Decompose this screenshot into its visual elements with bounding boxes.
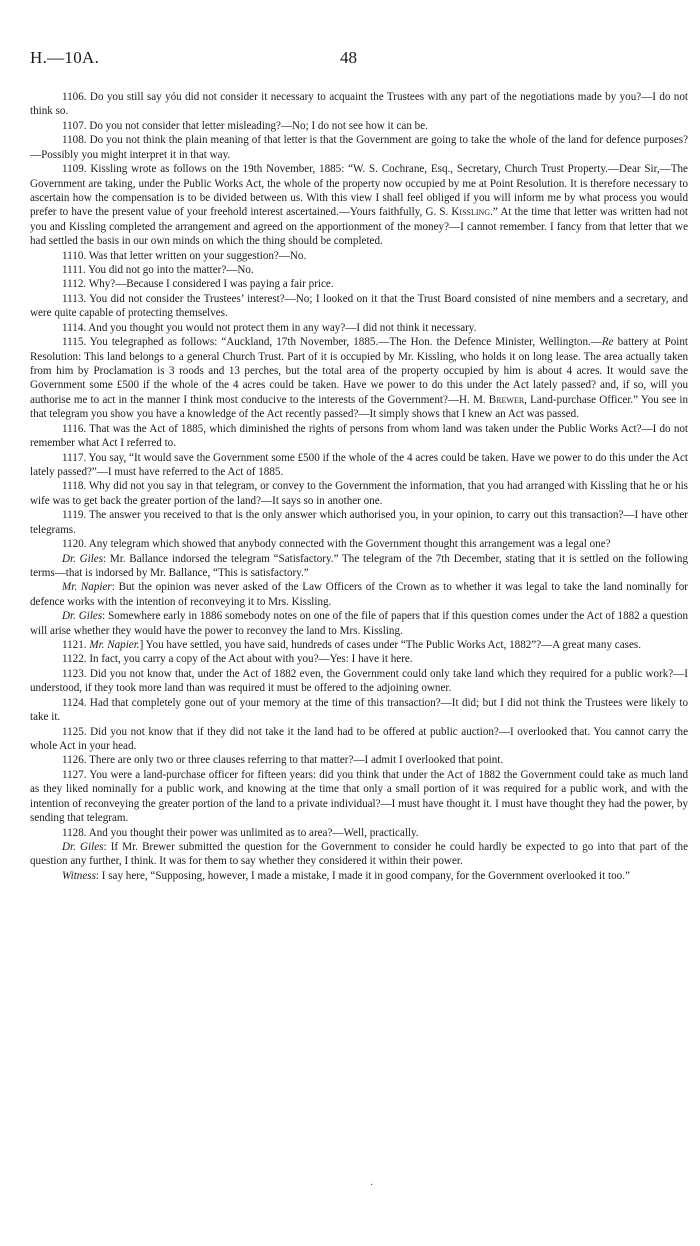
- text-segment: Kissling: [451, 206, 491, 219]
- text-segment: , Land-purchase Officer.” You see in that telegram you show you have a knowledge of the Act recently passed?—It simply shows that I knew an Act was passed.: [30, 393, 688, 421]
- page-number: 48: [340, 48, 357, 67]
- text-segment: 1109. Kissling wrote as follows on the 19th November, 1885: “W. S. Cochrane, Esq., Secretary, Church Trust Property.—Dear Sir,—The Government are taking, under the Public Works Act, the whole of the property now occupied by me at Point Resolution. It is therefore necessary to ascertain how the compensation is to be divided between us. With this view I shall feel obliged if you will inform me by what process you would prefer to have the present value of your freehold interest ascertained.—Yours faithfully, G. S.: [30, 163, 688, 219]
- paragraph-1109: [30, 162, 688, 249]
- document-reference: H.—10A.: [30, 48, 100, 67]
- text-segment: : Mr. Ballance indorsed the telegram “Satisfactory.” The telegram of the 7th December, stating that it is settled on the following terms—that is indorsed by Mr. Ballance, “This is satisfactory.”: [30, 552, 688, 579]
- text-segment: 1118. Why did not you say in that telegram, or convey to the Government the information, that you had arranged with Kissling that he or his wife was to get back the greater portion of the land?—It says so in another one.: [30, 480, 688, 507]
- paragraph-giles3: [30, 840, 688, 869]
- paragraph-1126: [30, 753, 688, 767]
- paragraph-1117: [30, 451, 688, 480]
- text-segment: 1114. And you thought you would not protect them in any way?—I did not think it necessary.: [62, 321, 477, 334]
- text-segment: 1110. Was that letter written on your suggestion?—No.: [62, 249, 307, 262]
- paragraph-1125: [30, 725, 688, 754]
- text-segment: 1116. That was the Act of 1885, which diminished the rights of persons from whom land was taken under the Public Works Act?—I do not remember what Act I referred to.: [30, 422, 688, 450]
- text-segment: 1112. Why?—Because I considered I was paying a fair price.: [62, 278, 334, 291]
- text-segment: Witness: [62, 869, 96, 882]
- stray-mark: ·: [370, 1180, 374, 1191]
- paragraph-1113: [30, 292, 688, 321]
- paragraph-1112: [30, 277, 688, 291]
- page-header: [30, 48, 688, 74]
- text-segment: 1117. You say, “It would save the Government some £500 if the whole of the 4 acres could be taken. Have we power to do this under the Act lately passed?”—I must have referred to the Act of 1885.: [30, 451, 688, 478]
- text-segment: Dr. Giles: [62, 552, 104, 565]
- paragraph-1122: [30, 652, 688, 666]
- text-segment: 1113. You did not consider the Trustees’ interest?—No; I looked on it that the Trust Board consisted of nine members and a secretary, and were quite capable of protecting themselves.: [30, 292, 688, 320]
- paragraph-1128: [30, 826, 688, 840]
- text-segment: 1120. Any telegram which showed that anybody connected with the Government thought this arrangement was a legal one?: [62, 538, 611, 551]
- text-segment: battery at Point Resolution: This land belongs to a general Church Trust. Part of it is occupied by Mr. Kissling, who holds it on long lease. The area actually taken from him by Proclamation is 3 roods and 13 perches, but the total area of the property occupied by him is about 4 acres. It would save the Government some £500 if the whole of the 4 acres could be taken. Have we power to do this under the Act lately passed? and, if so, will you authorise me to act in the manner I think most conducive to the interests of the Government?—H. M.: [30, 336, 688, 406]
- paragraph-1110: [30, 249, 688, 263]
- paragraph-1124: [30, 696, 688, 725]
- paragraph-1107: [30, 119, 688, 133]
- paragraph-1115: [30, 335, 688, 422]
- paragraph-1106: [30, 90, 688, 119]
- text-segment: 1125. Did you not know that if they did not take it the land had to be offered at public auction?—I overlooked that. You cannot carry the whole Act in your head.: [30, 725, 688, 752]
- text-segment: : I say here, “Supposing, however, I made a mistake, I made it in good company, for the Government overlooked it too.”: [95, 869, 630, 882]
- paragraph-1120: [30, 537, 688, 551]
- paragraph-1127: [30, 768, 688, 826]
- paragraph-1108: [30, 133, 688, 162]
- text-segment: 1119. The answer you received to that is the only answer which authorised you, in your opinion, to carry out this transaction?—I have other telegrams.: [30, 509, 688, 536]
- text-segment: 1124. Had that completely gone out of your memory at the time of this transaction?—It did; but I did not think the Trustees were likely to take it.: [30, 696, 688, 724]
- text-segment: Dr. Giles: [62, 610, 103, 623]
- paragraph-giles2: [30, 609, 688, 638]
- text-segment: 1128. And you thought their power was unlimited as to area?—Well, practically.: [62, 826, 419, 839]
- text-segment: Mr. Napier: [62, 581, 112, 594]
- text-segment: 1127. You were a land-purchase officer for fifteen years: did you think that under the Act of 1882 the Government could take as much land as they liked nominally for a public work, and knowing at the time that only a small portion of it was required for a public work, and with the intention of reconveying the greater portion of the land to a private individual?—I must have thought it. I must have thought they had the power, by sending that telegram.: [30, 768, 688, 825]
- paragraph-1123: [30, 667, 688, 696]
- text-segment: Dr. Giles: [62, 840, 104, 853]
- paragraph-witness: [30, 869, 688, 883]
- text-segment: Mr. Napier.: [89, 639, 140, 652]
- text-segment: Brewer: [488, 393, 525, 406]
- text-segment: .” At the time that letter was written had not you and Kissling completed the arrangement and agreed on the apportionment of the money?—I cannot remember. I fancy from that letter that we had settled the basis in our own minds on which the thing should be completed.: [30, 206, 688, 248]
- paragraph-napier1: [30, 580, 688, 609]
- paragraph-1114: [30, 321, 688, 335]
- text-segment: 1108. Do you not think the plain meaning of that letter is that the Government are going to take the whole of the land for defence purposes?—Possibly you might interpret it in that way.: [30, 134, 688, 161]
- text-segment: : If Mr. Brewer submitted the question for the Government to consider he could hardly be expected to go into that part of the question any further, I think. It was for them to say whether they considered it within their power.: [30, 840, 688, 868]
- paragraph-1119: [30, 508, 688, 537]
- text-segment: 1107. Do you not consider that letter misleading?—No; I do not see how it can be.: [62, 119, 428, 132]
- paragraph-1111: [30, 263, 688, 277]
- paragraph-1116: [30, 422, 688, 451]
- evidence-transcript: [30, 90, 688, 883]
- paragraph-giles1: [30, 552, 688, 581]
- text-segment: : Somewhere early in 1886 somebody notes on one of the file of papers that if this question comes under the Act of 1882 a question will arise whether they would have the power to reconvey the land to Mrs. Kissling.: [30, 610, 689, 637]
- text-segment: 1121.: [62, 639, 90, 652]
- text-segment: 1122. In fact, you carry a copy of the Act about with you?—Yes: I have it here.: [62, 653, 413, 666]
- text-segment: 1115. You telegraphed as follows: “Auckland, 17th November, 1885.—The Hon. the Defence Minister, Wellington.—: [62, 336, 602, 349]
- text-segment: 1111. You did not go into the matter?—No.: [62, 264, 254, 277]
- document-page: [30, 48, 688, 883]
- paragraph-1118: [30, 479, 688, 508]
- paragraph-1121: [30, 638, 688, 652]
- text-segment: 1126. There are only two or three clauses referring to that matter?—I admit I overlooked that point.: [62, 754, 504, 767]
- text-segment: 1123. Did you not know that, under the Act of 1882 even, the Government could only take land which they required for a public work?—I understood, if they took more land than was required it must be offered to the adjoining owner.: [30, 667, 688, 695]
- text-segment: ] You have settled, you have said, hundreds of cases under “The Public Works Act, 1882”?—A great many cases.: [139, 639, 641, 652]
- text-segment: 1106. Do you still say yóu did not consider it necessary to acquaint the Trustees with any part of the negotiations made by you?—I do not think so.: [30, 91, 688, 118]
- text-segment: : But the opinion was never asked of the Law Officers of the Crown as to whether it was legal to take the land nominally for defence works with the intention of reconveying it to Mrs. Kissling.: [30, 581, 688, 608]
- text-segment: Re: [601, 336, 614, 349]
